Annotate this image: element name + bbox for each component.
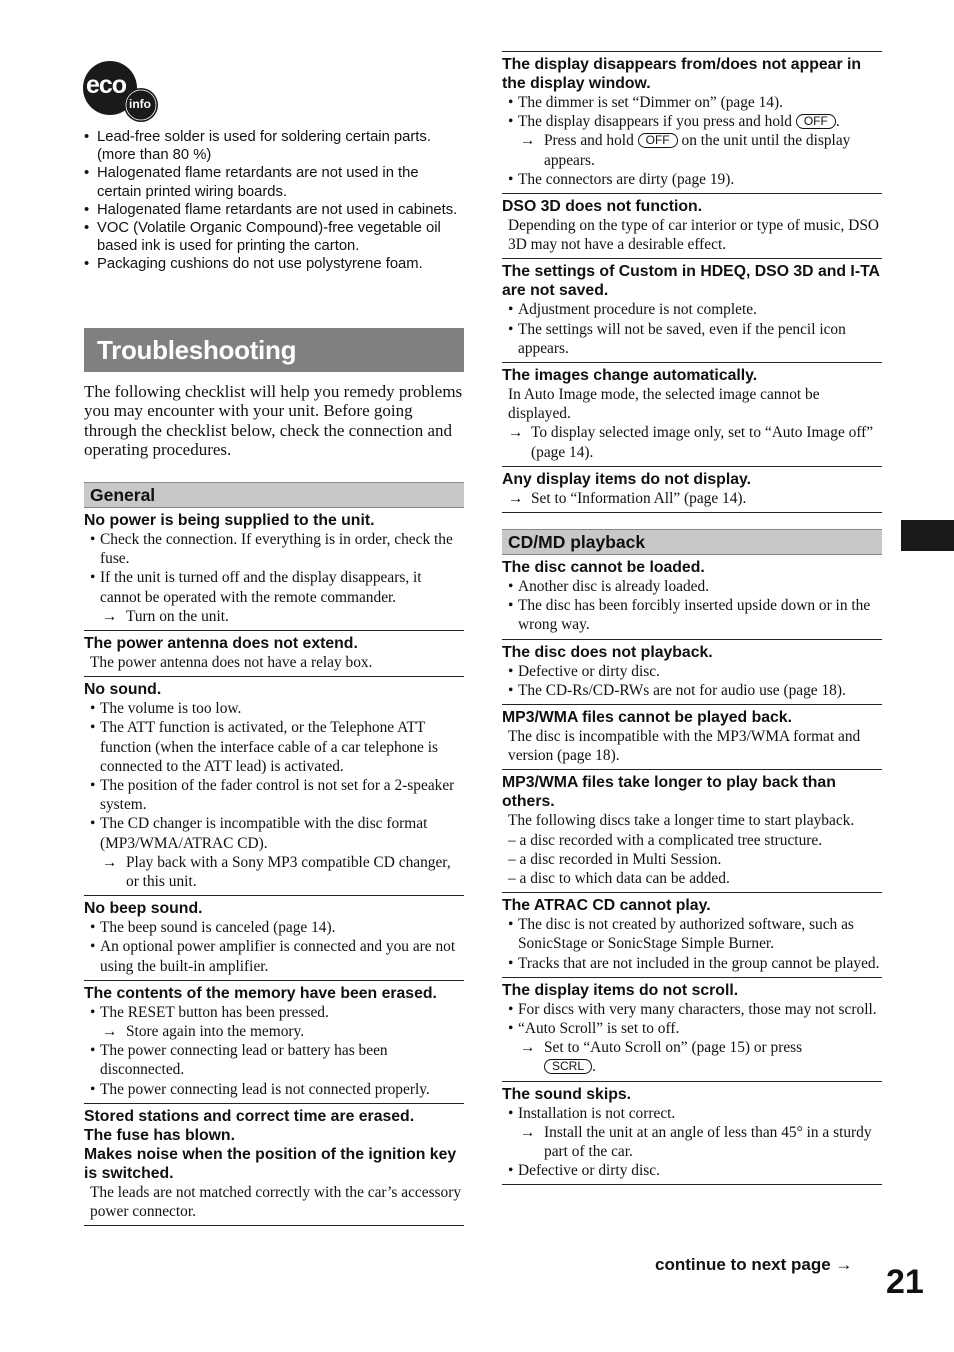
continue-label: continue to next page →	[655, 1255, 853, 1274]
page-number: 21	[886, 1263, 924, 1301]
page-title: Troubleshooting	[84, 328, 464, 372]
question: The settings of Custom in HDEQ, DSO 3D and I-TA are not saved.	[502, 263, 880, 300]
bullet: • The CD changer is incompatible with the disc format (MP3/WMA/ATRAC CD).	[84, 814, 464, 852]
bullet-text: .	[835, 113, 840, 131]
trouble-item	[502, 640, 882, 705]
trouble-item	[502, 770, 882, 893]
answer: In Auto Image mode, the selected image cannot be displayed.	[508, 386, 820, 423]
trouble-item	[84, 631, 464, 677]
trouble-item	[502, 555, 882, 640]
dash-item: – a disc recorded in Multi Session.	[508, 850, 722, 868]
remedy	[502, 131, 882, 169]
bullet: • An optional power amplifier is connected and you are not using the built-in amplifier.	[84, 937, 464, 975]
arrow-icon: →	[102, 1023, 118, 1041]
trouble-item	[502, 194, 882, 259]
question: The disc does not playback.	[502, 643, 713, 661]
question: No power is being supplied to the unit.	[84, 512, 375, 529]
scrl-key: SCRL	[544, 1059, 592, 1074]
bullet: • Check the connection. If everything is in order, check the fuse.	[84, 530, 464, 568]
answer: Depending on the type of car interior or type of music, DSO 3D may not have a desirable effect.	[508, 217, 879, 254]
bullet: • The RESET button has been pressed.	[84, 1003, 464, 1022]
intro-paragraph: The following checklist will help you remedy problems you may encounter with your unit. Before going through the checklist below, check the connection and operating procedures.	[84, 382, 463, 459]
remedy	[84, 853, 464, 891]
arrow-icon: →	[520, 1123, 536, 1141]
off-key: OFF	[796, 114, 836, 129]
bullet: • Defective or dirty disc.	[502, 662, 882, 681]
trouble-item	[84, 508, 464, 631]
list-item: • Lead-free solder is used for soldering certain parts. (more than 80 %)	[84, 128, 464, 164]
remedy-text: To display selected image only, set to “Auto Image off” (page 14).	[531, 424, 874, 461]
answer: The following discs take a longer time to start playback.	[508, 812, 855, 830]
list-item: • Packaging cushions do not use polystyrene foam.	[84, 255, 464, 273]
section-heading-general: General	[84, 482, 464, 508]
remedy	[502, 423, 882, 461]
arrow-icon: →	[102, 853, 118, 871]
trouble-item	[502, 467, 882, 513]
arrow-icon: →	[508, 489, 524, 507]
bullet: • The disc is not created by authorized software, such as SonicStage or SonicStage Simple Burner.	[502, 915, 882, 953]
remedy-text: Store again into the memory.	[126, 1023, 305, 1041]
chapter-tab	[901, 520, 954, 551]
question: The display items do not scroll.	[502, 981, 739, 999]
remedy-text: on the unit until the display appears.	[544, 132, 851, 169]
eco-info-list	[84, 128, 464, 274]
arrow-icon: →	[508, 424, 524, 442]
remedy	[502, 1123, 882, 1161]
trouble-item	[502, 363, 882, 467]
trouble-item	[502, 51, 882, 194]
dash-item: – a disc recorded with a complicated tree structure.	[508, 831, 823, 849]
question: The display disappears from/does not appear in the display window.	[502, 56, 862, 92]
question: No beep sound.	[84, 900, 203, 918]
trouble-item	[502, 259, 882, 363]
remedy-text: .	[592, 1058, 596, 1076]
list-item: • Halogenated flame retardants are not used in the certain printed wiring boards.	[84, 164, 464, 200]
question: The power antenna does not extend.	[84, 635, 358, 653]
remedy-text: Press and hold	[544, 132, 634, 150]
answer: The power antenna does not have a relay box.	[90, 654, 373, 672]
question: The sound skips.	[502, 1085, 632, 1103]
bullet: • The settings will not be saved, even if the pencil icon appears.	[502, 320, 882, 358]
question: The contents of the memory have been erased.	[84, 984, 437, 1002]
bullet: • The power connecting lead is not connected properly.	[84, 1080, 464, 1099]
remedy	[502, 489, 882, 508]
list-item: • VOC (Volatile Organic Compound)-free vegetable oil based ink is used for printing the carton.	[84, 219, 464, 255]
question: The fuse has blown.	[84, 1126, 235, 1144]
remedy-text: Install the unit at an angle of less than 45° in a sturdy part of the car.	[544, 1123, 872, 1161]
question: The disc cannot be loaded.	[502, 559, 705, 576]
answer: The disc is incompatible with the MP3/WMA format and version (page 18).	[508, 728, 861, 765]
bullet	[502, 112, 882, 131]
arrow-icon: →	[520, 1039, 536, 1057]
trouble-item	[502, 893, 882, 978]
bullet: • The ATT function is activated, or the Telephone ATT function (when the interface cable of a car telephone is connected to the ATT lead) is activated.	[84, 718, 464, 776]
bullet: • Another disc is already loaded.	[502, 577, 882, 596]
remedy	[502, 1038, 882, 1076]
remedy	[84, 607, 464, 626]
bullet: • For discs with very many characters, those may not scroll.	[502, 1000, 882, 1019]
bullet: • The volume is too low.	[84, 699, 464, 718]
trouble-item	[502, 1082, 882, 1186]
trouble-item	[84, 1104, 464, 1226]
question: No sound.	[84, 681, 162, 699]
question: Stored stations and correct time are erased.	[84, 1107, 415, 1125]
eco-info-logo	[83, 58, 161, 124]
bullet: • The power connecting lead or battery has been disconnected.	[84, 1041, 464, 1079]
trouble-item	[502, 978, 882, 1082]
eco-logo-text: eco	[86, 71, 127, 99]
off-key: OFF	[638, 133, 678, 148]
question: Any display items do not display.	[502, 470, 751, 488]
answer: The leads are not matched correctly with the car’s accessory power connector.	[90, 1183, 462, 1221]
trouble-item	[84, 677, 464, 896]
remedy-text: Set to “Auto Scroll on” (page 15) or press	[544, 1039, 803, 1057]
remedy-text: Play back with a Sony MP3 compatible CD changer, or this unit.	[126, 853, 451, 891]
bullet-text: The display disappears if you press and hold	[518, 113, 792, 131]
bullet: • If the unit is turned off and the display disappears, it cannot be operated with the remote commander.	[84, 568, 464, 606]
bullet: • The position of the fader control is not set for a 2-speaker system.	[84, 776, 464, 814]
arrow-icon: →	[520, 132, 536, 150]
section-heading-cdmd: CD/MD playback	[502, 529, 882, 555]
remedy	[84, 1022, 464, 1041]
bullet: • Adjustment procedure is not complete.	[502, 300, 882, 319]
trouble-item	[84, 896, 464, 981]
bullet: • “Auto Scroll” is set to off.	[502, 1019, 882, 1038]
question: MP3/WMA files cannot be played back.	[502, 709, 792, 727]
trouble-item	[84, 981, 464, 1104]
remedy-text: Set to “Information All” (page 14).	[531, 489, 747, 507]
remedy-text: Turn on the unit.	[126, 607, 229, 625]
cdmd-section	[502, 555, 882, 1185]
question: The images change automatically.	[502, 367, 758, 385]
bullet: • The dimmer is set “Dimmer on” (page 14).	[502, 93, 882, 112]
arrow-icon: →	[102, 607, 118, 625]
dash-item: – a disc to which data can be added.	[508, 870, 730, 888]
question: DSO 3D does not function.	[502, 198, 703, 216]
general-section	[84, 508, 464, 1226]
bullet: • Tracks that are not included in the group cannot be played.	[502, 954, 882, 973]
eco-logo-info: info	[129, 97, 151, 111]
bullet: • The disc has been forcibly inserted upside down or in the wrong way.	[502, 596, 882, 634]
trouble-item	[502, 705, 882, 770]
bullet: • Defective or dirty disc.	[502, 1161, 882, 1180]
question: MP3/WMA files take longer to play back than others.	[502, 774, 836, 811]
bullet: • The connectors are dirty (page 19).	[502, 170, 882, 189]
bullet: • The beep sound is canceled (page 14).	[84, 918, 464, 937]
question: The ATRAC CD cannot play.	[502, 897, 711, 915]
bullet: • The CD-Rs/CD-RWs are not for audio use (page 18).	[502, 681, 882, 700]
display-section	[502, 51, 882, 513]
list-item: • Halogenated flame retardants are not used in cabinets.	[84, 201, 464, 219]
question: Makes noise when the position of the ignition key is switched.	[84, 1145, 457, 1182]
bullet: • Installation is not correct.	[502, 1104, 882, 1123]
